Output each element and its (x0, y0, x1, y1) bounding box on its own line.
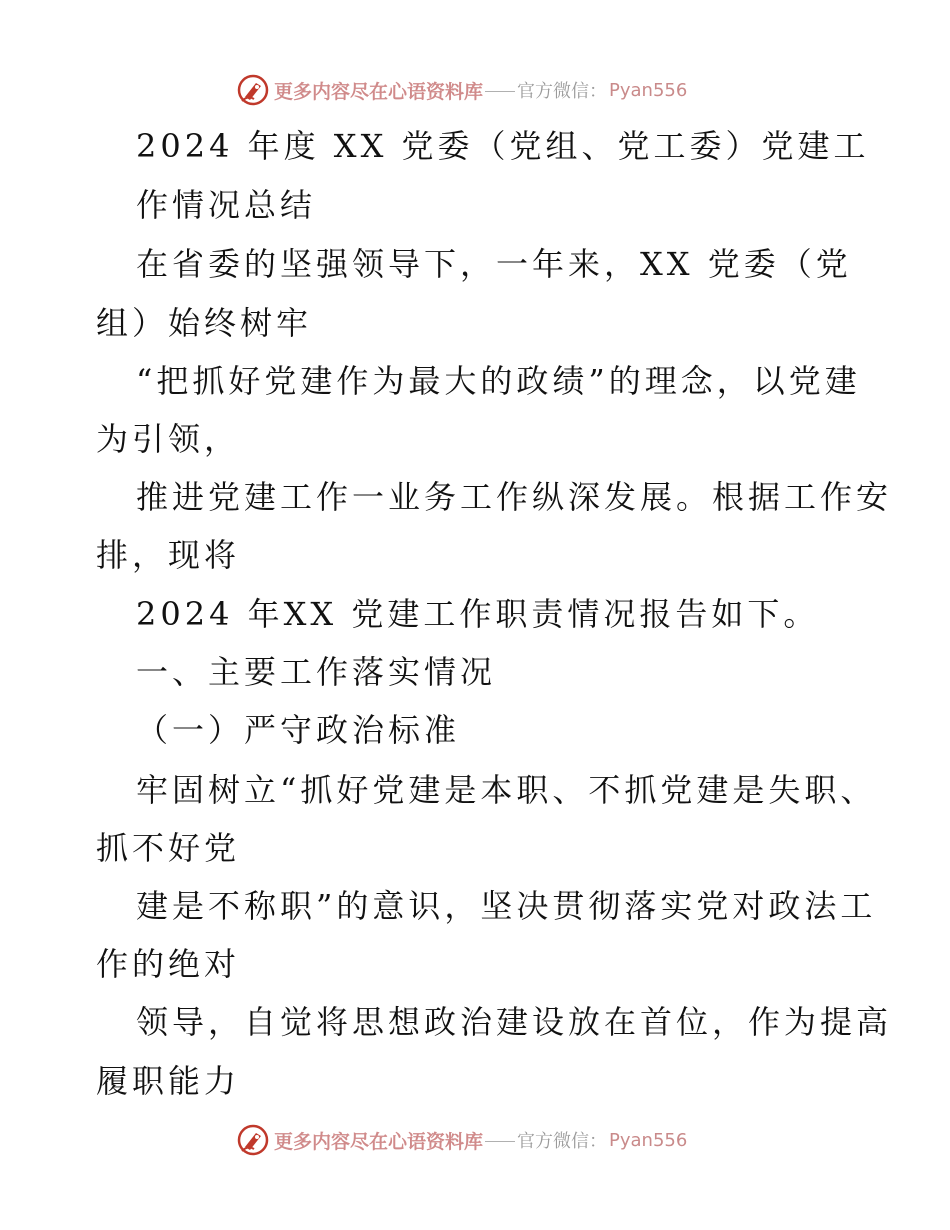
pen-nib-logo-icon (236, 1123, 270, 1157)
doc-line: 排，现将 (96, 536, 241, 574)
doc-line: 推进党建工作一业务工作纵深发展。根据工作安 (136, 478, 893, 516)
doc-line: 作的绝对 (96, 945, 241, 983)
doc-line: 作情况总结 (136, 186, 317, 224)
doc-line: 抓不好党 (96, 829, 241, 867)
doc-line: 领导，自觉将思想政治建设放在首位，作为提高 (136, 1003, 893, 1041)
doc-line: 牢固树立“抓好党建是本职、不抓党建是失职、 (136, 771, 877, 809)
banner-sub-text: 官方微信： (517, 1131, 608, 1152)
banner-sub-text: 官方微信： (517, 81, 608, 102)
header-watermark-banner (236, 72, 736, 108)
doc-line: 组）始终树牢 (96, 304, 313, 342)
doc-line: “把抓好党建作为最大的政绩”的理念，以党建 (136, 362, 861, 400)
doc-line: 建是不称职”的意识，坚决贯彻落实党对政法工 (136, 887, 877, 925)
banner-main-text: 更多内容尽在心语资料库 (274, 80, 484, 103)
subsection-heading: （一）严守政治标准 (136, 711, 461, 749)
doc-line: 履职能力 (96, 1062, 241, 1100)
doc-line: 2024 年XX 党建工作职责情况报告如下。 (136, 595, 820, 633)
banner-separator (485, 1141, 515, 1142)
doc-line: 2024 年度 XX 党委（党组、党工委）党建工 (136, 127, 870, 165)
banner-main-text: 更多内容尽在心语资料库 (274, 1130, 484, 1153)
banner-separator (485, 91, 515, 92)
section-heading: 一、主要工作落实情况 (136, 653, 497, 691)
doc-line: 为引领， (96, 420, 241, 458)
pen-nib-logo-icon (236, 73, 270, 107)
banner-wechat-id: Pyan556 (609, 79, 688, 101)
doc-line: 在省委的坚强领导下，一年来，XX 党委（党 (136, 245, 852, 283)
footer-watermark-banner (236, 1122, 736, 1158)
banner-wechat-id: Pyan556 (609, 1129, 688, 1151)
